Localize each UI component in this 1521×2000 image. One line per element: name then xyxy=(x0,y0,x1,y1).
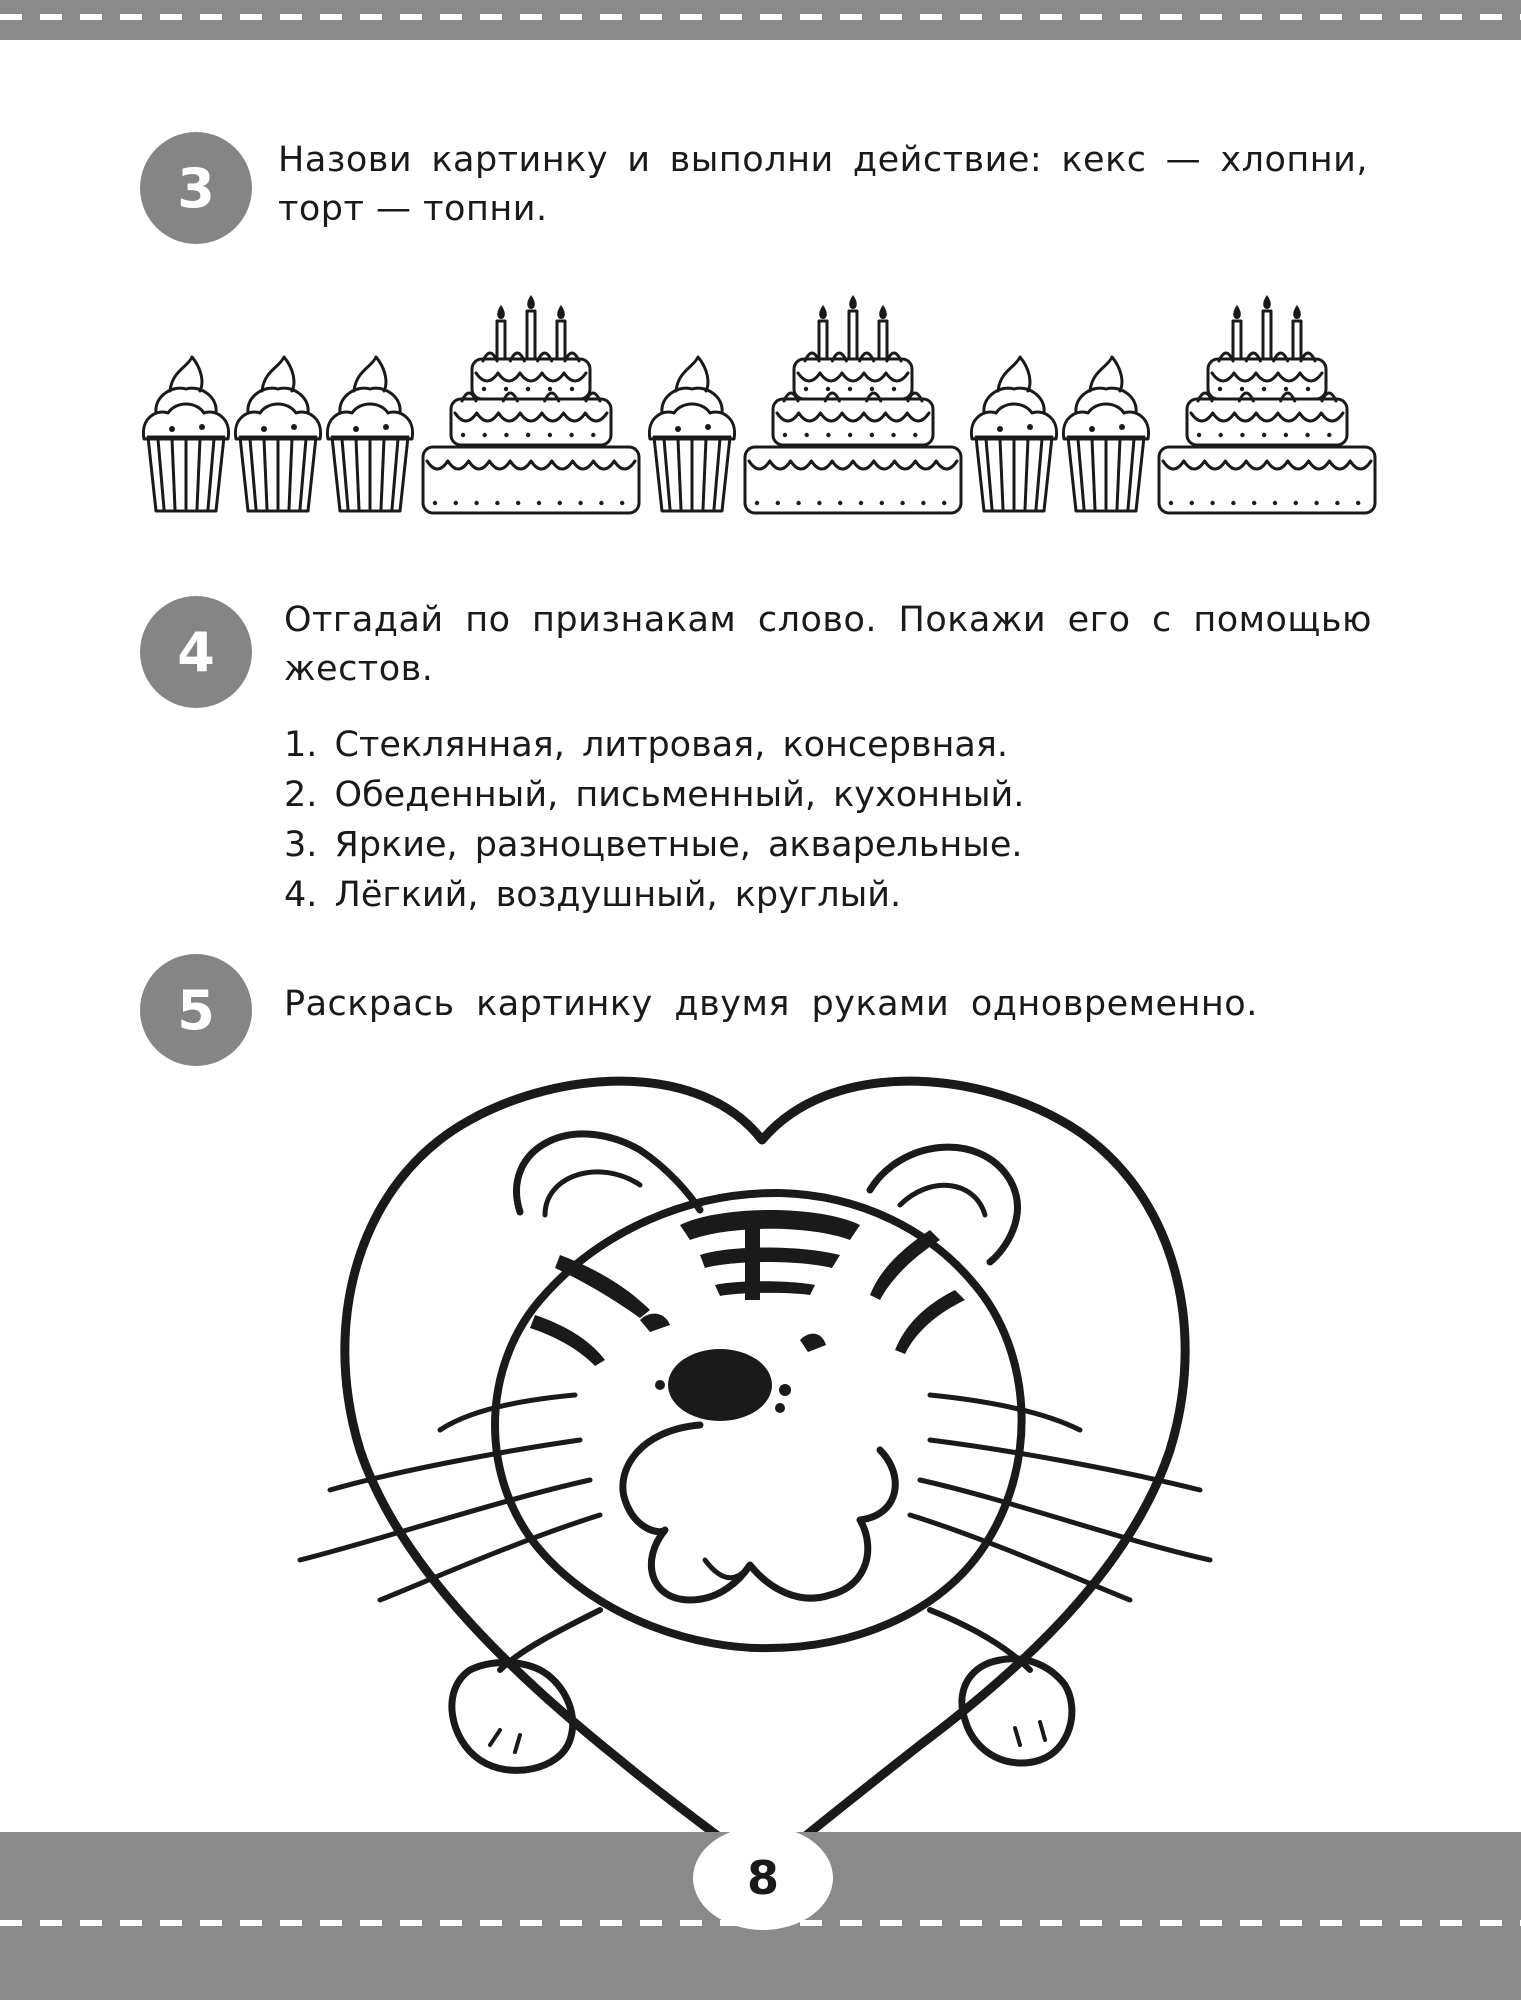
right-ear-inner xyxy=(900,1185,985,1215)
list-item: 4. Лёгкий, воздушный, круглый. xyxy=(284,875,902,915)
task-5-text: Раскрась картинку двумя руками одновременно. xyxy=(284,984,1258,1024)
muzzle xyxy=(623,1425,895,1600)
right-ear xyxy=(870,1147,1017,1262)
page-number: 8 xyxy=(746,1851,779,1905)
task-3-text: Назови картинку и выполни действие: кекс — хлопни, торт — топни. xyxy=(278,140,1368,229)
list-item: 1. Стеклянная, литровая, консервная. xyxy=(284,725,1009,765)
list-item: 2. Обеденный, письменный, кухонный. xyxy=(284,775,1025,815)
left-ear-inner xyxy=(545,1172,640,1215)
task-3-number: 3 xyxy=(140,132,252,244)
page-number-badge xyxy=(693,1826,833,1930)
task-4-number: 4 xyxy=(140,596,252,708)
left-paw xyxy=(452,1663,573,1771)
list-item: 3. Яркие, разноцветные, акварельные. xyxy=(284,825,1023,865)
right-paw xyxy=(962,1659,1072,1763)
task-5-number: 5 xyxy=(140,954,252,1066)
task-4-text: Отгадай по признакам слово. Покажи его с помощью жестов. xyxy=(284,600,1372,689)
